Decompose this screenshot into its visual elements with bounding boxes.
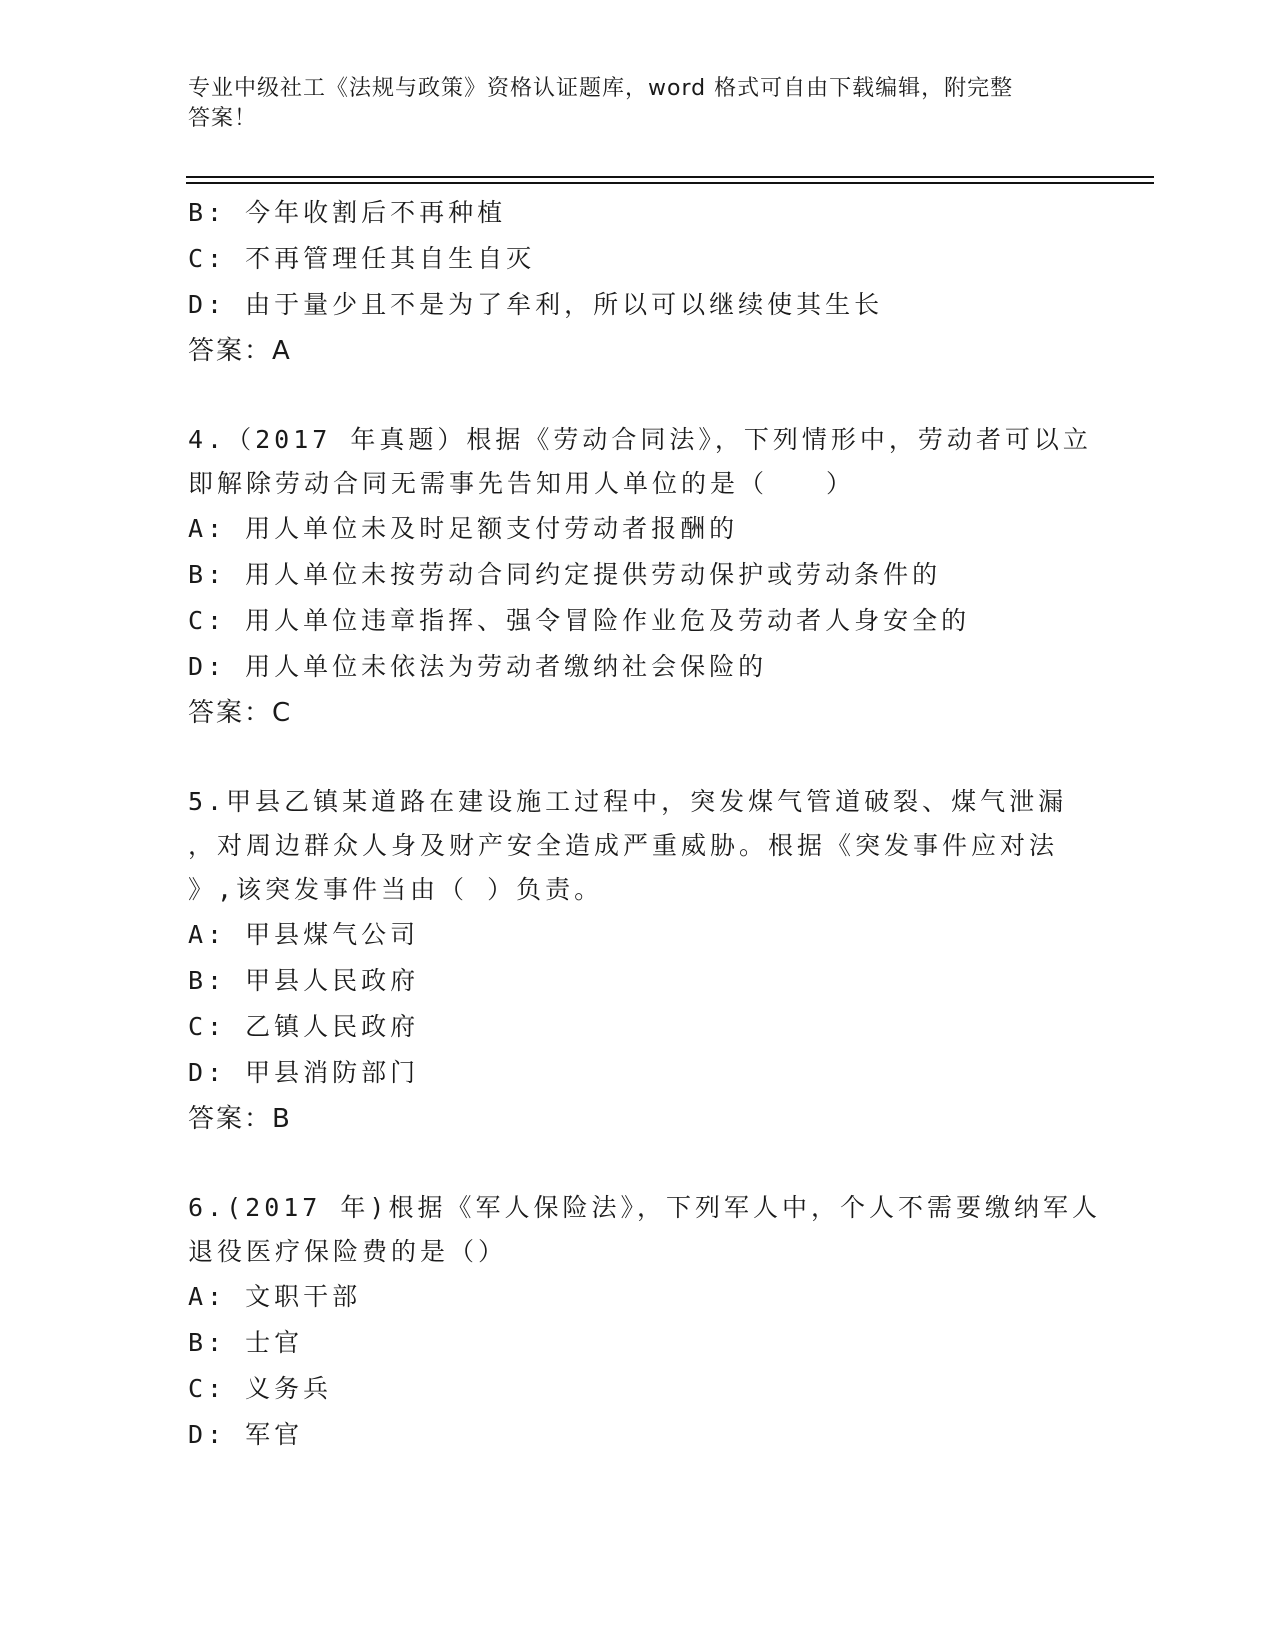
question-stem-line: ，对周边群众人身及财产安全造成严重威胁。根据《突发事件应对法 <box>188 831 1059 860</box>
option-a: A: 甲县煤气公司 <box>188 920 420 949</box>
question-5 <box>188 780 1088 1142</box>
header-title-line-1: 专业中级社工《法规与政策》资格认证题库，word 格式可自由下载编辑，附完整 <box>188 76 1014 101</box>
option-b: B: 今年收割后不再种植 <box>188 198 507 227</box>
option-b: B: 士官 <box>188 1328 304 1357</box>
option-b: B: 甲县人民政府 <box>188 966 420 995</box>
option-a: A: 用人单位未及时足额支付劳动者报酬的 <box>188 514 739 543</box>
option-d: D: 军官 <box>188 1420 304 1449</box>
question-4 <box>188 418 1092 736</box>
option-d: D: 用人单位未依法为劳动者缴纳社会保险的 <box>188 652 768 681</box>
header-title-line-2: 答案！ <box>188 106 258 131</box>
question-stem-line: 5.甲县乙镇某道路在建设施工过程中，突发煤气管道破裂、煤气泄漏 <box>188 787 1068 816</box>
option-a: A: 文职干部 <box>188 1282 362 1311</box>
header-divider-bottom <box>186 182 1154 184</box>
option-c: C: 乙镇人民政府 <box>188 1012 420 1041</box>
option-b: B: 用人单位未按劳动合同约定提供劳动保护或劳动条件的 <box>188 560 942 589</box>
question-stem-line: 退役医疗保险费的是（） <box>188 1237 508 1266</box>
question-6 <box>188 1186 1101 1458</box>
option-c: C: 不再管理任其自生自灭 <box>188 244 536 273</box>
header-divider-top <box>186 176 1154 178</box>
question-stem-line: 4.（2017 年真题）根据《劳动合同法》，下列情形中，劳动者可以立 <box>188 425 1092 454</box>
question-3-tail <box>188 190 1088 374</box>
answer-line: 答案：C <box>188 698 293 728</box>
question-stem-line: 即解除劳动合同无需事先告知用人单位的是（ ） <box>188 469 856 498</box>
question-stem-line: 》,该突发事件当由（ ）负责。 <box>188 875 604 904</box>
document-header <box>188 74 1088 134</box>
answer-line: 答案：B <box>188 1104 292 1134</box>
option-c: C: 用人单位违章指挥、强令冒险作业危及劳动者人身安全的 <box>188 606 971 635</box>
option-d: D: 甲县消防部门 <box>188 1058 420 1087</box>
question-stem-line: 6.(2017 年)根据《军人保险法》，下列军人中，个人不需要缴纳军人 <box>188 1193 1101 1222</box>
question-content <box>188 190 1101 1458</box>
option-d: D: 由于量少且不是为了牟利，所以可以继续使其生长 <box>188 290 884 319</box>
option-c: C: 义务兵 <box>188 1374 333 1403</box>
answer-line: 答案：A <box>188 336 292 366</box>
